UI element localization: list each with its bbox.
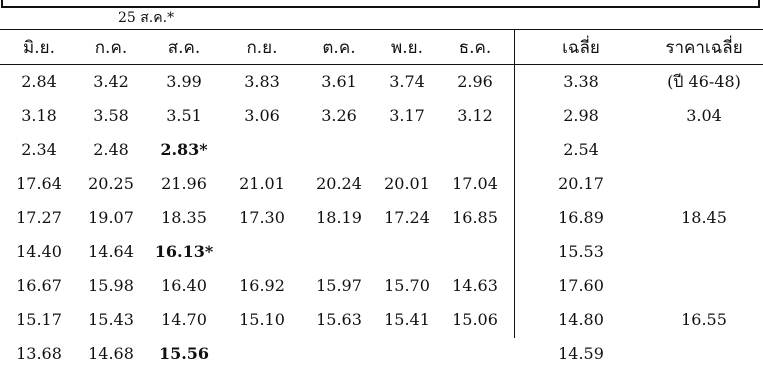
table-cell: 14.68 (88, 344, 134, 363)
table-header-row (0, 30, 763, 65)
table-cell: 2.83* (160, 140, 208, 159)
table-row (0, 303, 763, 337)
price-table (0, 30, 763, 371)
table-cell (656, 133, 752, 167)
table-row (0, 65, 763, 99)
table-cell (656, 337, 752, 371)
table-cell: 15.98 (88, 276, 134, 295)
header-cell-june: มิ.ย. (23, 38, 55, 58)
table-cell: 14.70 (161, 310, 207, 329)
table-cell: 14.40 (16, 242, 62, 261)
table-cell: 15.10 (239, 310, 285, 329)
header-cell-november: พ.ย. (391, 38, 423, 58)
table-cell (444, 235, 506, 269)
table-cell: 15.43 (88, 310, 134, 329)
table-cell: 16.13* (154, 242, 214, 261)
table-cell (306, 337, 372, 371)
table-cell: 17.24 (384, 208, 430, 227)
table-cell (444, 337, 506, 371)
table-cell: 3.18 (21, 106, 57, 125)
table-cell: 16.89 (558, 208, 604, 227)
table-cell: 15.06 (452, 310, 498, 329)
table-cell: 14.80 (558, 310, 604, 329)
table-cell (230, 235, 294, 269)
table-cell: 17.60 (558, 276, 604, 295)
header-cell-average: เฉลี่ย (562, 38, 600, 58)
table-cell: 3.12 (457, 106, 493, 125)
table-cell: 3.99 (166, 72, 202, 91)
table-cell: 16.67 (16, 276, 62, 295)
table-cell: 3.17 (389, 106, 425, 125)
table-cell: 17.64 (16, 174, 62, 193)
table-cell: 2.84 (21, 72, 57, 91)
header-cell-july: ก.ค. (94, 38, 128, 58)
table-cell: 3.06 (244, 106, 280, 125)
header-cell-september: ก.ย. (246, 38, 278, 58)
table-cell: 15.56 (158, 344, 210, 363)
table-cell (230, 133, 294, 167)
table-cell: 14.63 (452, 276, 498, 295)
table-row (0, 133, 763, 167)
table-cell: 18.35 (161, 208, 207, 227)
table-cell: 15.70 (384, 276, 430, 295)
table-cell: (ปี 46-48) (667, 72, 741, 91)
table-cell: 16.92 (239, 276, 285, 295)
table-cell (656, 167, 752, 201)
table-cell: 2.98 (563, 106, 599, 125)
table-cell: 18.45 (681, 208, 727, 227)
table-cell: 18.19 (316, 208, 362, 227)
table-cell: 20.01 (384, 174, 430, 193)
table-cell (376, 337, 438, 371)
table-row (0, 269, 763, 303)
table-cell (444, 133, 506, 167)
average-column-divider (514, 30, 515, 338)
header-cell-average-price: ราคาเฉลี่ย (665, 38, 743, 58)
table-cell: 14.59 (558, 344, 604, 363)
table-cell: 3.04 (686, 106, 722, 125)
table-cell: 14.64 (88, 242, 134, 261)
table-cell: 17.27 (16, 208, 62, 227)
table-cell: 3.26 (321, 106, 357, 125)
table-cell: 3.83 (244, 72, 280, 91)
table-cell: 3.42 (93, 72, 129, 91)
table-cell: 21.96 (161, 174, 207, 193)
table-cell: 3.51 (166, 106, 202, 125)
table-cell (656, 269, 752, 303)
header-cell-august: ส.ค. (167, 38, 201, 58)
table-cell: 17.30 (239, 208, 285, 227)
table-cell: 3.38 (563, 72, 599, 91)
table-cell: 20.17 (558, 174, 604, 193)
table-row (0, 337, 763, 371)
top-frame-border (1, 0, 760, 8)
table-cell (306, 235, 372, 269)
table-cell: 15.97 (316, 276, 362, 295)
table-cell (376, 133, 438, 167)
header-cell-october: ต.ค. (322, 38, 356, 58)
table-cell: 17.04 (452, 174, 498, 193)
table-cell: 15.17 (16, 310, 62, 329)
table-cell: 19.07 (88, 208, 134, 227)
table-cell: 2.54 (563, 140, 599, 159)
table-cell: 13.68 (16, 344, 62, 363)
table-note: 25 ส.ค.* (118, 10, 175, 26)
table-cell: 16.40 (161, 276, 207, 295)
table-cell: 15.41 (384, 310, 430, 329)
table-cell: 3.58 (93, 106, 129, 125)
table-cell: 15.53 (558, 242, 604, 261)
table-cell (306, 133, 372, 167)
table-cell (376, 235, 438, 269)
table-cell: 2.96 (457, 72, 493, 91)
table-cell: 21.01 (239, 174, 285, 193)
table-cell: 20.24 (316, 174, 362, 193)
table-cell: 16.55 (681, 310, 727, 329)
table-cell: 16.85 (452, 208, 498, 227)
table-cell: 3.61 (321, 72, 357, 91)
table-cell: 2.34 (21, 140, 57, 159)
table-cell (656, 235, 752, 269)
table-cell: 2.48 (93, 140, 129, 159)
table-row (0, 99, 763, 133)
header-cell-december: ธ.ค. (458, 38, 492, 58)
table-cell (230, 337, 294, 371)
table-cell: 15.63 (316, 310, 362, 329)
table-cell: 3.74 (389, 72, 425, 91)
table-row (0, 201, 763, 235)
table-row (0, 167, 763, 201)
table-cell: 20.25 (88, 174, 134, 193)
table-row (0, 235, 763, 269)
